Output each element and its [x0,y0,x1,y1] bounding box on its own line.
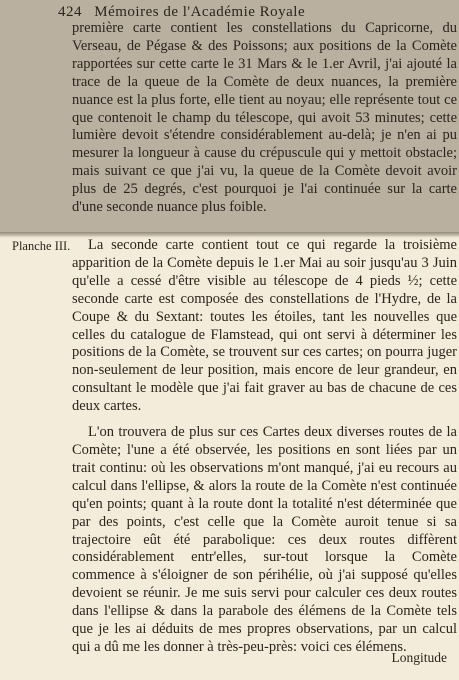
paragraph-second-map: La seconde carte contient tout ce qui regarde la troisième apparition de la Comète depuis le 1.er Mai au soir jusqu'au 3 Juin qu'elle a cessé d'être visible au télescope de 4 pieds ½; cette seconde carte est composée des constellations de l'Hydre, de la Coupe & du Sextant: toutes les étoiles, tant les nouvelles que celles du catalogue de Flamstead, qui ont servi à déterminer les positions de la Comète, se trouvent sur ces cartes; on pourra juger non-seulement de leur position, mais encore de leur grandeur, en consultant le modèle que j'ai fait graver au bas de chacune de ces deux cartes. [72,237,457,415]
lower-text-block [72,237,457,657]
paragraph-comet-tail: première carte contient les constellations du Capricorne, du Verseau, de Pégase & des Poissons; aux positions de la Comète rapportées sur cette carte le 31 Mars & le 1.er Avril, j'ai ajouté la trace de la queue de la Comète de deux nuances, la première nuance est la plus forte, elle tient au noyau; elle représente tout ce que contenoit le champ du télescope, qui avoit 53 minutes; cette lumière devoit s'étendre considérablement au-delà; je n'en ai pu mesurer la longueur à cause du crépuscule qui y mettoit obstacle; mais suivant ce que j'ai vu, la queue de la Comète devoit avoir plus de 25 degrés, c'est pourquoi je l'ai continuée sur la carte d'une seconde nuance plus foible. [72,20,457,216]
running-title: Mémoires de l'Académie Royale [94,4,306,20]
catchword: Longitude [391,650,447,665]
paragraph-two-routes: L'on trouvera de plus sur ces Cartes deux diverses routes de la Comète; l'une a été observée, les positions en sont liées par un trait continu: où les observations m'ont manqué, j'ai eu recours au calcul dans l'ellipse, & alors la route de la Comète n'est continuée qu'en points; quant à la route dont la totalité n'est déterminée que par des points, c'est celle que la Comète auroit tenue si sa trajectoire eût été parabolique: ces deux routes diffèrent considérablement entr'elles, sur-tout lorsque la Comète commence à s'éloigner de son périhélie, où j'ai supposé qu'elles devoient se réunir. Je me suis servi pour calculer ces deux routes dans l'ellipse & dans la parabole des élémens de la Comète tels que je les ai déduits de mes propres observations, par un calcul qui a dû me les donner à très-peu-près: voici ces élémens. [72,424,457,655]
page-number: 424 [58,4,82,20]
upper-text-block [72,20,457,217]
marginal-note: Planche III. [12,239,71,253]
